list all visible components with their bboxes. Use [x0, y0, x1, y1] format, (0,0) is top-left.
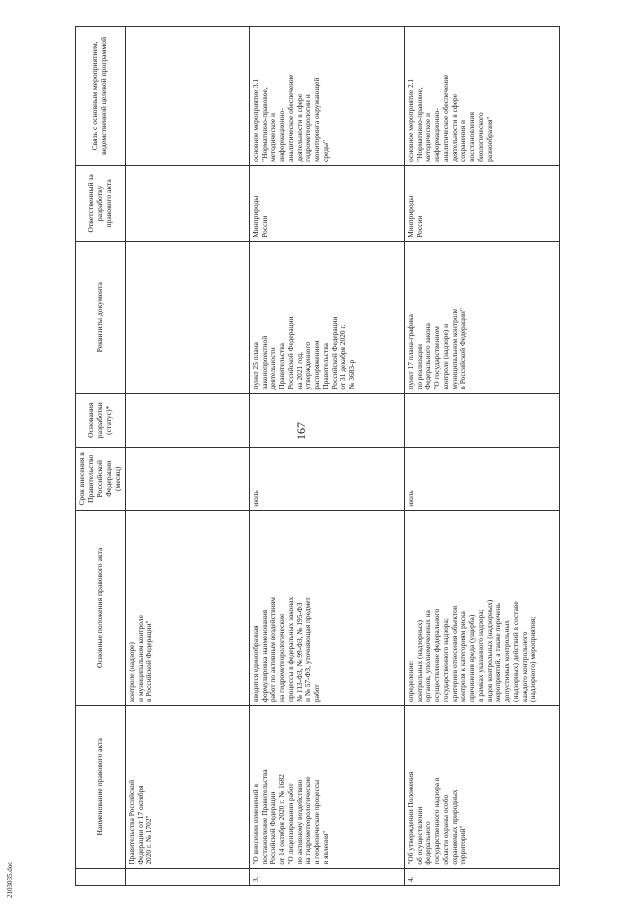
page-number: 167 [294, 422, 308, 440]
document-requisites [125, 241, 249, 393]
row-number: 4. [405, 868, 560, 885]
submission-date: июль [250, 447, 405, 510]
header-number [76, 868, 126, 885]
document-requisites: пункт 25 плана законопроектной деятельности Правительства Российской Федерации на 2021 год, утвержденного распоряжением Правительства Российской Федерации от 31 декабря 2020 г. № 3683-р [250, 241, 405, 393]
header-basis: Основания разработки (статус)* [76, 393, 126, 447]
header-responsible: Ответственный за разработку правового акта [76, 165, 126, 241]
program-link: основное мероприятие 3.1 "Нормативно-правовое, методическое и информационно- аналитическое обеспечение деятельности в сфере гидрометеорологии и мониторинга окружающей среды" [250, 27, 405, 166]
main-provisions: определение: контрольных (надзорных) органов, уполномоченных на осуществление федерального государственного надзора; критериев отнесения объектов контроля к категориям риска причинения вреда (ущерба) в рамках указанного надзора; видов контрольных (надзорных) мероприятий, а также перечень допустимых контрольных (надзорных) действий в составе каждого контрольного (надзорного) мероприятия; [405, 510, 560, 705]
act-name: Правительства Российской Федерации от 17 октября 2020 г. № 1702" [125, 705, 249, 868]
basis [405, 393, 560, 447]
row-number: 3. [250, 868, 405, 885]
basis [250, 393, 405, 447]
table-row [250, 27, 405, 886]
responsible: Минприроды России [405, 165, 560, 241]
submission-date [125, 447, 249, 510]
responsible: Минприроды России [250, 165, 405, 241]
act-name: "Об утверждении Положения об осуществлении федерального государственного надзора в области охраны особо охраняемых природных территорий" [405, 705, 560, 868]
main-provisions: контроле (надзоре) и муниципальном контроле в Российской Федерации" [125, 510, 249, 705]
header-document-requisites: Реквизиты документа [76, 241, 126, 393]
document-code: 2103035.doc [6, 861, 14, 898]
program-link: основное мероприятие 2.1 "Нормативно-правовое, методическое и информационно- аналитическое обеспечение деятельности в сфере сохранения и восстановления биологического разнообразия" [405, 27, 560, 166]
act-name: "О внесении изменений в постановление Правительства Российской Федерации от 14 октября 2020 г. № 1682 "О лицензировании работ по активному воздействию на гидрометеорологические и геофизические процессы и явления" [250, 705, 405, 868]
basis [125, 393, 249, 447]
header-submission-date: Срок внесения в Правительство Российской Федерации (месяц) [76, 447, 126, 510]
main-provisions: вводится единообразная формулировка наименования работ по активным воздействиям на гидрометеорологические процессы в федеральных законах № 113-ФЗ, № 99-ФЗ, № 195-ФЗ и № 57-ФЗ, уточняющая предмет работ [250, 510, 405, 705]
submission-date: июль [405, 447, 560, 510]
table-row [405, 27, 560, 886]
header-program-link: Связь с основным мероприятием, ведомственной целевой программой [76, 27, 126, 166]
table-row [125, 27, 249, 886]
header-act-name: Наименование правового акта [76, 705, 126, 868]
document-requisites: пункт 17 плана-графика по реализации Федерального закона "О государственном контроле (надзоре) и муниципальном контроле в Российской Федерации" [405, 241, 560, 393]
program-link [125, 27, 249, 166]
rotated-table-frame [75, 26, 560, 886]
responsible [125, 165, 249, 241]
table-container [75, 26, 560, 886]
header-main-provisions: Основные положения правового акта [76, 510, 126, 705]
table-header-row [76, 27, 126, 886]
row-number [125, 868, 249, 885]
legal-acts-table [75, 26, 560, 886]
